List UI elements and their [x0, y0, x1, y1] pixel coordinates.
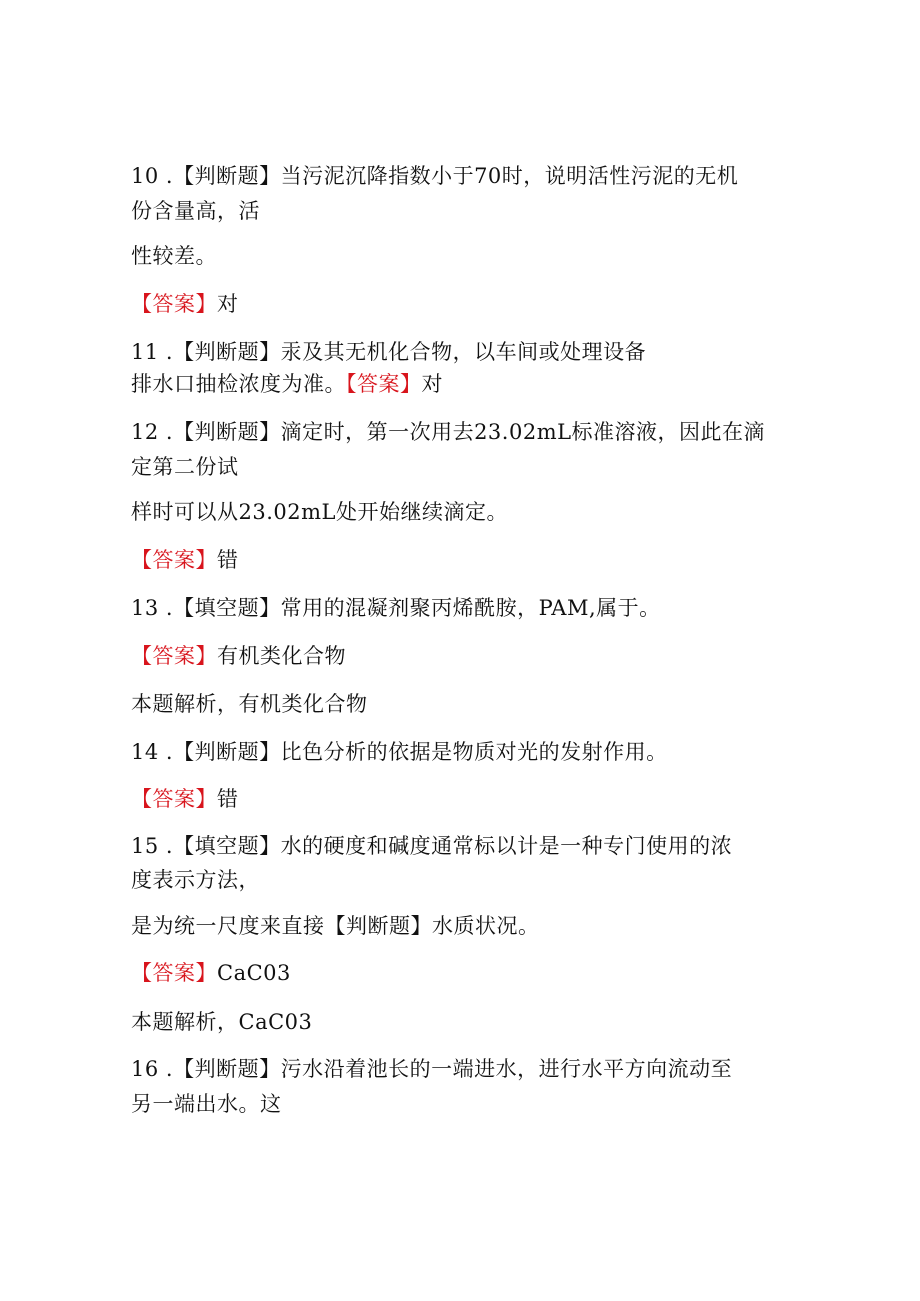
question-15-line-1: 15 .【填空题】水的硬度和碱度通常标以计是一种专门使用的浓: [131, 834, 733, 858]
question-13-answer: [131, 642, 346, 670]
question-10-line-2: 份含量高，活: [131, 199, 260, 223]
answer-value: 有机类化合物: [217, 644, 346, 668]
answer-label: 【答案】: [131, 292, 217, 316]
answer-label: 【答案】: [131, 548, 217, 572]
question-12-line-2: 定第二份试: [131, 455, 239, 479]
answer-value: CaC03: [217, 961, 291, 985]
answer-value: 对: [421, 372, 443, 396]
question-15-explanation: 本题解析，CaC03: [131, 1010, 313, 1034]
answer-value: 错: [217, 548, 239, 572]
question-15-line-3: 是为统一尺度来直接【判断题】水质状况。: [131, 914, 540, 938]
question-12-line-1: 12 .【判断题】滴定时，第一次用去23.02mL标准溶液，因此在滴: [131, 420, 766, 444]
answer-label: 【答案】: [346, 372, 422, 396]
question-15-line-2: 度表示方法，: [131, 868, 260, 892]
question-11-text: 排水口抽检浓度为准。: [131, 372, 346, 396]
question-13-explanation: 本题解析，有机类化合物: [131, 692, 368, 716]
answer-label: 【答案】: [131, 644, 217, 668]
answer-value: 错: [217, 787, 239, 811]
question-14-answer: [131, 785, 239, 813]
question-12-answer: [131, 546, 239, 574]
answer-label: 【答案】: [131, 961, 217, 985]
question-13-line-1: 13 .【填空题】常用的混凝剂聚丙烯酰胺，PAM,属于。: [131, 596, 661, 620]
answer-value: 对: [217, 292, 239, 316]
question-16-line-1: 16 .【判断题】污水沿着池长的一端进水，进行水平方向流动至: [131, 1057, 733, 1081]
question-14-line-1: 14 .【判断题】比色分析的依据是物质对光的发射作用。: [131, 740, 668, 764]
question-16-line-2: 另一端出水。这: [131, 1092, 282, 1116]
answer-label: 【答案】: [131, 787, 217, 811]
question-12-line-3: 样时可以从23.02mL处开始继续滴定。: [131, 500, 508, 524]
question-10-answer: [131, 290, 239, 318]
question-15-answer: [131, 959, 291, 987]
question-10-line-1: 10 .【判断题】当污泥沉降指数小于70时，说明活性污泥的无机: [131, 164, 739, 188]
question-11-line-1: 11 .【判断题】汞及其无机化合物，以车间或处理设备: [131, 340, 647, 364]
question-10-line-3: 性较差。: [131, 244, 217, 268]
question-11-line-2: [131, 370, 443, 398]
